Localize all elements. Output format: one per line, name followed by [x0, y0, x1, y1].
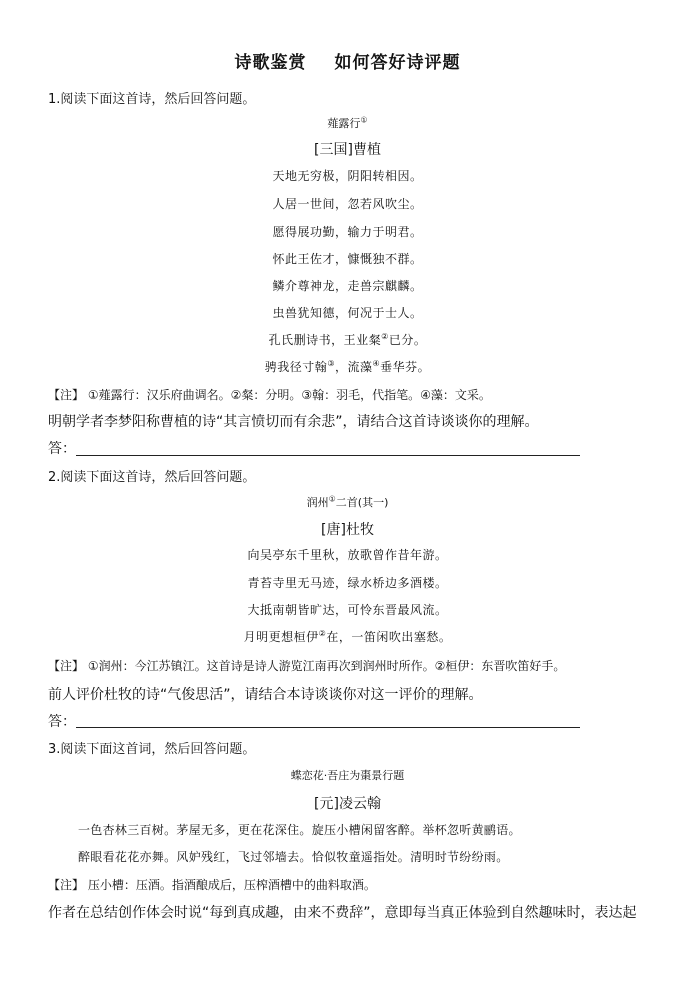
q1-line-8-c: 垂华芬。 — [380, 360, 431, 374]
q3-line-1: 一色杏林三百树。茅屋无多，更在花深住。旋压小槽闲留客醉。举杯忽听黄鹂语。 — [78, 823, 521, 837]
q1-line-8-a: 骋我径寸翰 — [264, 360, 328, 374]
q3-author: [元]凌云翰 — [314, 796, 381, 812]
q1-poem-title — [0, 115, 695, 131]
q2-line-2: 青苔寺里无马迹，绿水桥边多酒楼。 — [247, 576, 448, 590]
q2-prompt: 前人评价杜牧的诗“气俊思活”，请结合本诗谈谈你对这一评价的理解。 — [48, 687, 483, 703]
q1-line-7-mark: ② — [381, 332, 389, 341]
q3-line-2: 醉眼看花花亦舞。风妒残红，飞过邻墙去。恰似牧童遥指处。清明时节纷纷雨。 — [78, 850, 509, 864]
q3-poem-title: 蝶恋花·吾庄为棗景行题 — [290, 769, 405, 782]
q1-line-7 — [0, 331, 695, 348]
q2-poem-title-mark: ① — [328, 494, 336, 504]
q1-line-7-head: 孔氏删诗书，王业粲 — [268, 333, 382, 347]
q1-line-1: 天地无穷极，阴阳转相因。 — [272, 169, 423, 183]
q3-intro: 3.阅读下面这首词，然后回答问题。 — [48, 742, 256, 757]
page-title — [0, 48, 695, 73]
title-left: 诗歌鉴赏 — [234, 53, 307, 73]
q1-line-6: 虫兽犹知德，何况于士人。 — [272, 306, 423, 320]
q2-line-3: 大抵南朝皆旷达，可怜东晋最风流。 — [247, 603, 448, 617]
q3-prompt: 作者在总结创作体会时说“每到真成趣，由来不费辞”，意即每当真正体验到自然趣味时，表达起 — [48, 905, 637, 921]
q1-line-2: 人居一世间，忽若风吹尘。 — [272, 197, 423, 211]
title-right: 如何答好诗评题 — [334, 53, 461, 73]
q1-prompt: 明朝学者李梦阳称曹植的诗“其言愤切而有余悲”，请结合这首诗谈谈你的理解。 — [48, 414, 539, 430]
q1-line-3: 愿得展功勤，输力于明君。 — [272, 225, 423, 239]
q1-poem-title-text: 薤露行 — [327, 117, 361, 130]
q1-answer-field[interactable] — [76, 455, 580, 456]
q1-poem-title-mark: ① — [360, 115, 368, 125]
q1-line-8-mark-2: ④ — [372, 359, 381, 368]
q1-line-5: 鳞介尊神龙，走兽宗麒麟。 — [272, 279, 423, 293]
q2-intro: 2.阅读下面这首诗，然后回答问题。 — [48, 470, 256, 485]
q1-line-8-b: ，流藻 — [334, 360, 373, 374]
q2-line-4-head: 月明更想桓伊 — [243, 630, 319, 644]
q2-line-4-tail: 在，一笛闲吹出塞愁。 — [326, 630, 452, 644]
q2-answer-field[interactable] — [76, 727, 580, 728]
q2-line-4 — [0, 628, 695, 645]
q1-line-8-mark-1: ③ — [327, 359, 335, 368]
q1-line-8 — [0, 358, 695, 375]
q1-intro: 1.阅读下面这首诗，然后回答问题。 — [48, 92, 256, 107]
q3-note: 【注】 压小槽：压酒。指酒酿成后，压榨酒槽中的曲料取酒。 — [48, 878, 376, 892]
q2-author: [唐]杜牧 — [321, 522, 374, 538]
q2-note: 【注】 ①润州：今江苏镇江。这首诗是诗人游览江南再次到润州时所作。②桓伊：东晋吹笛好手。 — [48, 659, 566, 673]
q1-answer-label: 答： — [48, 441, 76, 457]
q1-note: 【注】 ①薤露行：汉乐府曲调名。②粲：分明。③翰：羽毛，代指笔。④藻：文采。 — [48, 388, 491, 402]
q2-poem-title-b: 二首(其一) — [335, 496, 389, 509]
q2-poem-title — [0, 494, 695, 510]
q2-line-1: 向吴亭东千里秋，放歌曾作昔年游。 — [247, 548, 448, 562]
q1-author: [三国]曹植 — [314, 142, 381, 158]
q2-line-4-mark: ② — [318, 629, 327, 638]
q2-poem-title-a: 润州 — [306, 496, 329, 509]
q2-answer-label: 答： — [48, 714, 76, 730]
q1-line-4: 怀此王佐才，慷慨独不群。 — [272, 252, 423, 266]
q1-line-7-tail: 已分。 — [388, 333, 427, 347]
